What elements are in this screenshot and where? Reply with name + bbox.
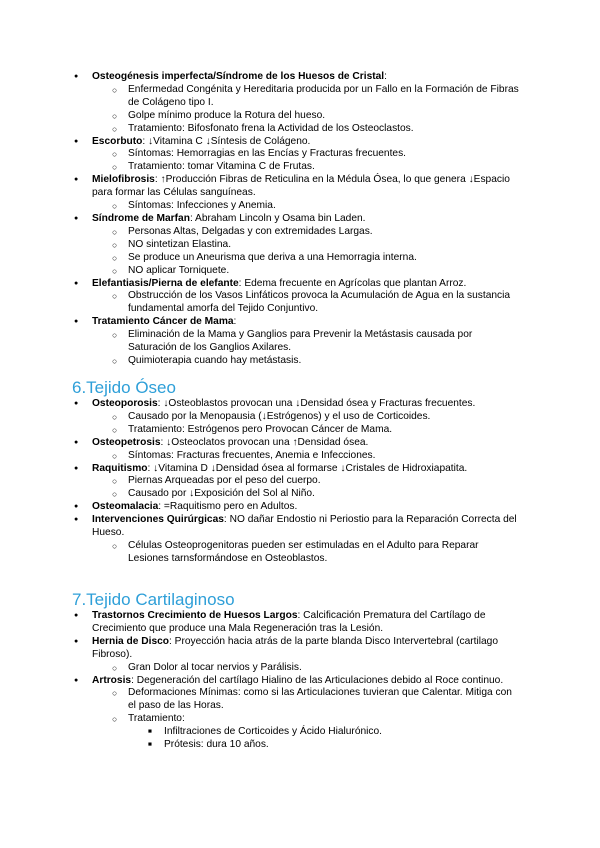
bullet-list [92, 610, 522, 752]
sub-item: ○ Síntomas: Fracturas frecuentes, Anemia e Infecciones. [128, 450, 522, 463]
sub-list [128, 450, 522, 463]
sub-sub-list [164, 726, 522, 752]
sub-list [128, 290, 522, 316]
list-item [92, 174, 522, 213]
section-top [0, 71, 522, 368]
section-heading-tejido-cartilaginoso: 7.Tejido Cartilaginoso [72, 590, 235, 609]
bullet-list [92, 398, 522, 566]
item-title: Trastornos Crecimiento de Huesos Largos [92, 610, 298, 621]
sub-item: ○ NO aplicar Torniquete. [128, 265, 522, 278]
item-title: Síndrome de Marfan [92, 212, 190, 224]
sub-item: ○ Tratamiento: Bifosfonato frena la Actividad de los Osteoclastos. [128, 123, 522, 136]
item-title: Mielofibrosis [92, 174, 155, 186]
sub-item: ○ NO sintetizan Elastina. [128, 239, 522, 252]
item-text: : Edema frecuente en Agrícolas que plantan Arroz. [238, 277, 467, 289]
item-text: : ↓Osteoclatos provocan una ↑Densidad ósea. [160, 436, 369, 448]
item-text: : Abraham Lincoln y Osama bin Laden. [189, 212, 366, 224]
item-title: Escorbuto [92, 135, 143, 147]
list-item [92, 501, 522, 514]
list-item [92, 71, 522, 136]
sub-list [128, 475, 522, 501]
item-title: Hernia de Disco [92, 635, 169, 647]
list-item [92, 610, 522, 636]
sub-list [128, 540, 522, 566]
section-tejido-cartilaginoso [0, 610, 522, 752]
item-text: : ↓Osteoblastos provocan una ↓Densidad ósea y Fracturas frecuentes. [157, 398, 476, 409]
list-item [92, 463, 522, 502]
sub-list [128, 329, 522, 368]
sub-sub-item: ■ Prótesis: dura 10 años. [164, 739, 522, 752]
item-title: Osteoporosis [92, 398, 158, 409]
list-item [92, 636, 522, 675]
list-item [92, 675, 522, 752]
sub-list [128, 226, 522, 278]
list-item [92, 213, 522, 278]
item-title: Elefantiasis/Pierna de elefante [92, 277, 239, 289]
sub-sub-item: ■ Infiltraciones de Corticoides y Ácido Hialurónico. [164, 726, 522, 739]
item-text: : Degeneración del cartílago Hialino de las Articulaciones debido al Roce continuo. [131, 674, 504, 686]
item-title: Osteopetrosis [92, 436, 161, 448]
sub-item: ○ Tratamiento: tomar Vitamina C de Frutas. [128, 161, 522, 174]
item-text: : [384, 71, 387, 82]
sub-item: ○ Enfermedad Congénita y Hereditaria producida por un Fallo en la Formación de Fibras de Colágeno tipo I. [128, 84, 522, 110]
item-text: : ↑Producción Fibras de Reticulina en la Médula Ósea, lo que genera ↓Espacio para formar las Células sanguíneas. [92, 174, 510, 199]
item-title: Intervenciones Quirúrgicas [92, 514, 224, 526]
item-text: : NO dañar Endostio ni Periostio para la Reparación Correcta del Hueso. [92, 514, 517, 539]
section-tejido-oseo [0, 398, 522, 566]
sub-list [128, 687, 522, 752]
list-item [92, 514, 522, 566]
sub-list [128, 200, 522, 213]
sub-item: ○ Golpe mínimo produce la Rotura del hueso. [128, 110, 522, 123]
sub-item: ○ Deformaciones Mínimas: como si las Articulaciones tuvieran que Calentar. Mitiga con el paso de las Horas. [128, 687, 522, 713]
sub-list [128, 411, 522, 437]
sub-item: ○ Se produce un Aneurisma que deriva a una Hemorragia interna. [128, 252, 522, 265]
sub-item: ○ Tratamiento: Estrógenos pero Provocan Cáncer de Mama. [128, 424, 522, 437]
sub-item: ○ Células Osteoprogenitoras pueden ser estimuladas en el Adulto para Reparar Lesiones tarnsformándose en Osteoblastos. [128, 540, 522, 566]
item-title: Raquitismo [92, 462, 148, 474]
section-heading-tejido-oseo: 6.Tejido Óseo [72, 378, 176, 397]
sub-item: ○ Quimioterapia cuando hay metástasis. [128, 355, 522, 368]
bullet-list [92, 71, 522, 368]
item-text: : Proyección hacia atrás de la parte blanda Disco Intervertebral (cartilago Fibroso). [92, 635, 498, 660]
sub-item: ○ Síntomas: Hemorragias en las Encías y Fracturas frecuentes. [128, 148, 522, 161]
item-text: : ↓Vitamina C ↓Síntesis de Colágeno. [142, 135, 311, 147]
sub-item-text: Tratamiento: [128, 713, 185, 725]
item-text: : Calcificación Prematura del Cartílago de Crecimiento que produce una Mala Regeneración tras la Lesión. [92, 610, 486, 634]
sub-item: ○ Gran Dolor al tocar nervios y Parálisis. [128, 662, 522, 675]
sub-item: ○ Piernas Arqueadas por el peso del cuerpo. [128, 475, 522, 488]
sub-item: ○ Causado por ↓Exposición del Sol al Niño. [128, 488, 522, 501]
sub-item: ○ Eliminación de la Mama y Ganglios para Prevenir la Metástasis causada por Saturación de los Ganglios Axilares. [128, 329, 522, 355]
list-item [92, 437, 522, 463]
item-text: : =Raquitismo pero en Adultos. [158, 501, 298, 513]
sub-item [128, 713, 522, 752]
sub-item: ○ Obstrucción de los Vasos Linfáticos provoca la Acumulación de Agua en la sustancia fundamental amorfa del Tejido Conjuntivo. [128, 290, 522, 316]
item-title: Artrosis [92, 674, 132, 686]
sub-list [128, 662, 522, 675]
sub-list [128, 84, 522, 136]
item-title: Tratamiento Cáncer de Mama [92, 316, 234, 328]
sub-item: ○ Síntomas: Infecciones y Anemia. [128, 200, 522, 213]
list-item [92, 278, 522, 317]
list-item [92, 316, 522, 368]
sub-item: ○ Personas Altas, Delgadas y con extremidades Largas. [128, 226, 522, 239]
item-title: Osteogénesis imperfecta/Síndrome de los Huesos de Cristal [92, 71, 385, 82]
item-title: Osteomalacia [92, 501, 159, 513]
item-text: : ↓Vitamina D ↓Densidad ósea al formarse ↓Cristales de Hidroxiapatita. [147, 462, 468, 474]
list-item [92, 398, 522, 437]
sub-item: ○ Causado por la Menopausia (↓Estrógenos) y el uso de Corticoides. [128, 411, 522, 424]
sub-list [128, 148, 522, 174]
list-item [92, 136, 522, 175]
item-text: : [233, 316, 237, 328]
